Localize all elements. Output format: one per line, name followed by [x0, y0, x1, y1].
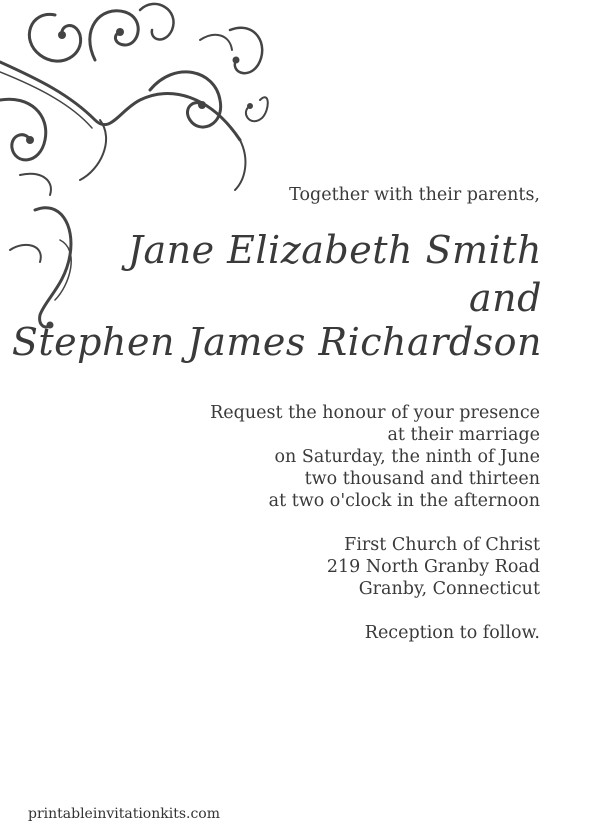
request-line: at their marriage	[387, 425, 540, 445]
venue-line: 219 North Granby Road	[326, 557, 540, 577]
reception-text	[365, 622, 540, 644]
venue-line: Granby, Connecticut	[358, 579, 540, 599]
intro-line: Together with their parents,	[289, 185, 540, 205]
and-connector: and	[469, 276, 542, 320]
venue-block	[327, 534, 540, 600]
request-line: on Saturday, the ninth of June	[274, 447, 540, 467]
site-watermark: printableinvitationkits.com	[28, 806, 221, 822]
request-line: two thousand and thirteen	[304, 469, 540, 489]
reception-line: Reception to follow.	[364, 623, 540, 643]
groom-name: Stephen James Richardson	[11, 320, 542, 364]
venue-line: First Church of Christ	[344, 535, 540, 555]
request-line: Request the honour of your presence	[210, 403, 540, 423]
intro-text	[289, 184, 540, 206]
corner-flourish-ornament	[0, 0, 270, 360]
request-block	[210, 402, 540, 512]
bride-name: Jane Elizabeth Smith	[127, 228, 542, 272]
request-line: at two o'clock in the afternoon	[268, 491, 540, 511]
